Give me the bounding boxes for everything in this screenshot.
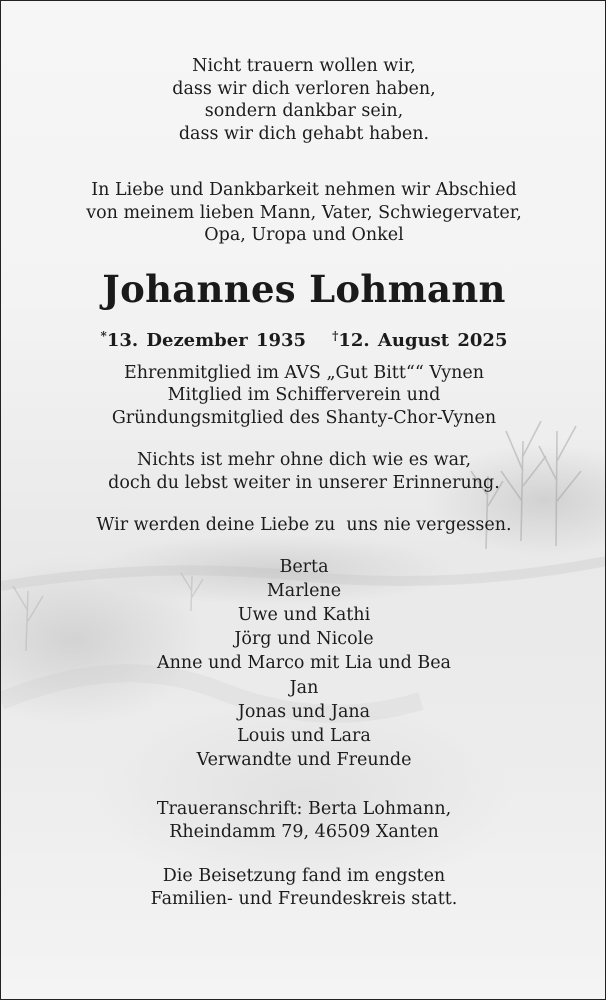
mourner: Berta <box>279 556 329 577</box>
poem <box>1 55 606 145</box>
funeral-address <box>1 798 606 843</box>
death-date-text: 12. August 2025 <box>338 329 508 351</box>
intro-line: von meinem lieben Mann, Vater, Schwiegervater, <box>86 202 522 223</box>
love-line: Wir werden deine Liebe zu uns nie vergessen. <box>96 515 512 535</box>
mourner: Jan <box>289 677 319 698</box>
mourner: Jonas und Jana <box>237 701 371 722</box>
birth-symbol: * <box>100 328 107 343</box>
memory-line: doch du lebst weiter in unserer Erinnerung. <box>108 472 500 493</box>
birth-date-text: 13. Dezember 1935 <box>106 329 307 351</box>
memory-line: Nichts ist mehr ohne dich wie es war, <box>136 450 472 470</box>
poem-line: sondern dankbar sein, <box>204 101 404 121</box>
life-dates <box>1 323 606 354</box>
poem-line: Nicht trauern wollen wir, <box>192 56 416 76</box>
notice-text <box>1 55 606 910</box>
intro-line: In Liebe und Dankbarkeit nehmen wir Abschied <box>91 180 517 200</box>
deceased-name: Johannes Lohmann <box>102 266 506 311</box>
memberships <box>1 362 606 430</box>
death-symbol: † <box>332 328 339 343</box>
intro-line: Opa, Uropa und Onkel <box>204 225 404 245</box>
funeral-line: Familien- und Freundeskreis statt. <box>150 888 458 909</box>
mourner: Marlene <box>266 580 342 601</box>
membership-line: Mitglied im Schifferverein und <box>167 385 441 405</box>
address-line: Rheindamm 79, 46509 Xanten <box>169 821 439 842</box>
intro <box>1 179 606 247</box>
membership-line: Ehrenmitglied im AVS „Gut Bitt““ Vynen <box>123 362 485 383</box>
address-line: Traueranschrift: Berta Lohmann, <box>156 799 452 820</box>
poem-line: dass wir dich gehabt haben. <box>178 123 430 144</box>
mourner: Uwe und Kathi <box>237 604 371 625</box>
birth-date <box>101 323 307 354</box>
funeral-note <box>1 865 606 910</box>
membership-line: Gründungsmitglied des Shanty-Chor-Vynen <box>111 407 497 428</box>
memory <box>1 449 606 494</box>
death-date <box>332 323 507 354</box>
mourner: Louis und Lara <box>237 725 371 746</box>
funeral-line: Die Beisetzung fand im engsten <box>162 866 446 887</box>
mourner: Jörg und Nicole <box>234 629 374 650</box>
mourner: Anne und Marco mit Lia und Bea <box>157 653 451 674</box>
mourners <box>1 555 606 773</box>
poem-line: dass wir dich verloren haben, <box>172 78 436 99</box>
mourner: Verwandte und Freunde <box>196 750 412 771</box>
